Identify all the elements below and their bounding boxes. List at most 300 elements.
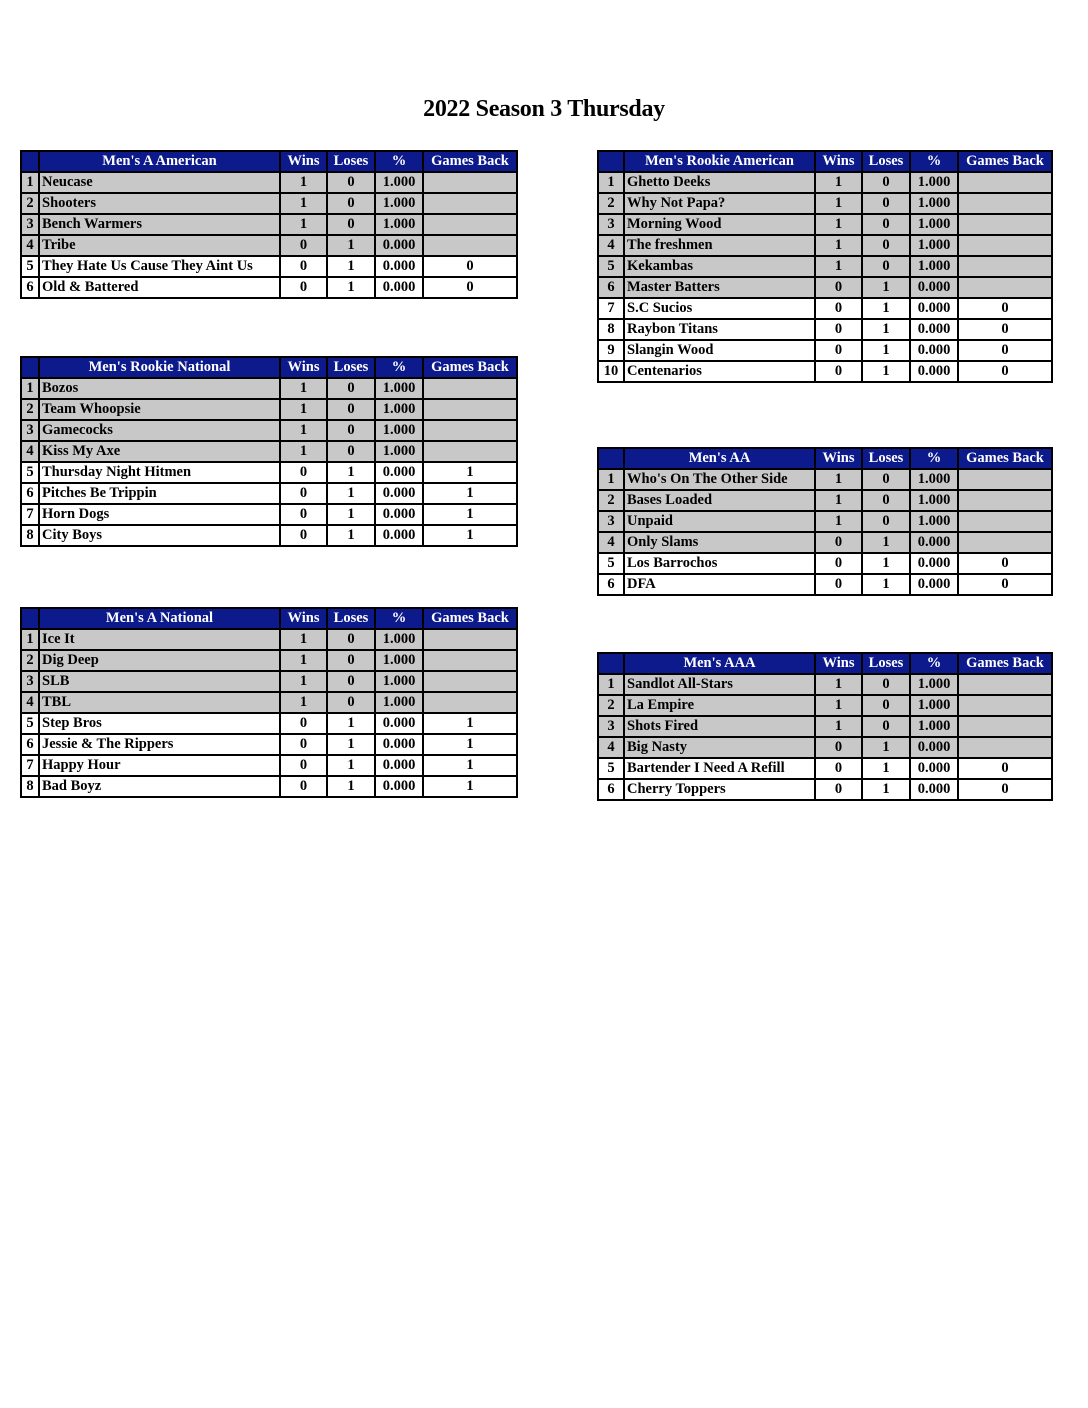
team-games-back xyxy=(958,674,1052,695)
table-row xyxy=(21,671,517,692)
team-pct: 1.000 xyxy=(375,650,423,671)
team-loses: 1 xyxy=(327,504,375,525)
team-wins: 1 xyxy=(280,650,327,671)
team-wins: 0 xyxy=(280,277,327,298)
team-games-back xyxy=(423,193,517,214)
team-loses: 1 xyxy=(862,277,910,298)
team-loses: 1 xyxy=(862,319,910,340)
header-wins: Wins xyxy=(280,608,327,629)
table-row xyxy=(21,629,517,650)
team-rank: 2 xyxy=(21,650,39,671)
team-name: The freshmen xyxy=(624,235,815,256)
table-row xyxy=(598,319,1052,340)
table-header-row xyxy=(598,151,1052,172)
team-games-back: 0 xyxy=(423,277,517,298)
team-games-back xyxy=(958,235,1052,256)
team-rank: 2 xyxy=(21,193,39,214)
team-wins: 1 xyxy=(815,469,862,490)
team-rank: 1 xyxy=(598,674,624,695)
table-row xyxy=(598,737,1052,758)
team-wins: 1 xyxy=(280,214,327,235)
team-wins: 1 xyxy=(280,172,327,193)
team-name: TBL xyxy=(39,692,280,713)
team-games-back xyxy=(958,490,1052,511)
team-pct: 1.000 xyxy=(375,378,423,399)
team-name: Jessie & The Rippers xyxy=(39,734,280,755)
team-loses: 0 xyxy=(327,193,375,214)
team-games-back: 1 xyxy=(423,776,517,797)
team-loses: 1 xyxy=(327,256,375,277)
team-pct: 0.000 xyxy=(375,713,423,734)
header-games-back: Games Back xyxy=(423,608,517,629)
table-row xyxy=(21,734,517,755)
team-rank: 6 xyxy=(21,483,39,504)
team-wins: 1 xyxy=(815,695,862,716)
team-games-back: 0 xyxy=(958,340,1052,361)
team-games-back xyxy=(423,629,517,650)
header-rank-cell xyxy=(21,357,39,378)
header-games-back: Games Back xyxy=(958,151,1052,172)
team-loses: 1 xyxy=(327,462,375,483)
header-pct: % xyxy=(375,151,423,172)
table-row xyxy=(21,277,517,298)
team-name: Thursday Night Hitmen xyxy=(39,462,280,483)
team-wins: 0 xyxy=(280,483,327,504)
team-pct: 0.000 xyxy=(375,734,423,755)
team-rank: 1 xyxy=(598,172,624,193)
team-rank: 5 xyxy=(21,713,39,734)
team-rank: 2 xyxy=(21,399,39,420)
table-row xyxy=(598,172,1052,193)
team-games-back xyxy=(423,399,517,420)
team-wins: 1 xyxy=(815,674,862,695)
team-rank: 10 xyxy=(598,361,624,382)
team-rank: 9 xyxy=(598,340,624,361)
table-row xyxy=(21,256,517,277)
division-name: Men's A National xyxy=(39,608,280,629)
team-wins: 0 xyxy=(815,319,862,340)
team-name: SLB xyxy=(39,671,280,692)
team-pct: 0.000 xyxy=(375,462,423,483)
team-loses: 1 xyxy=(327,277,375,298)
header-games-back: Games Back xyxy=(958,653,1052,674)
team-wins: 0 xyxy=(815,361,862,382)
team-loses: 1 xyxy=(327,755,375,776)
team-rank: 8 xyxy=(21,776,39,797)
team-rank: 3 xyxy=(21,214,39,235)
table-header-row xyxy=(598,653,1052,674)
team-name: Big Nasty xyxy=(624,737,815,758)
header-games-back: Games Back xyxy=(423,357,517,378)
team-loses: 0 xyxy=(862,695,910,716)
team-name: Happy Hour xyxy=(39,755,280,776)
team-loses: 0 xyxy=(327,692,375,713)
team-games-back xyxy=(958,193,1052,214)
team-wins: 1 xyxy=(815,235,862,256)
team-name: Kiss My Axe xyxy=(39,441,280,462)
table-row xyxy=(21,420,517,441)
team-name: DFA xyxy=(624,574,815,595)
team-loses: 1 xyxy=(862,574,910,595)
team-rank: 5 xyxy=(21,256,39,277)
team-rank: 2 xyxy=(598,695,624,716)
team-games-back: 0 xyxy=(958,779,1052,800)
team-games-back xyxy=(958,172,1052,193)
team-name: Step Bros xyxy=(39,713,280,734)
team-pct: 0.000 xyxy=(375,525,423,546)
team-pct: 1.000 xyxy=(375,671,423,692)
team-rank: 6 xyxy=(21,734,39,755)
team-wins: 1 xyxy=(815,511,862,532)
team-wins: 0 xyxy=(815,298,862,319)
team-name: Bases Loaded xyxy=(624,490,815,511)
team-pct: 1.000 xyxy=(910,214,958,235)
team-rank: 4 xyxy=(21,235,39,256)
team-pct: 0.000 xyxy=(910,277,958,298)
team-pct: 0.000 xyxy=(910,319,958,340)
team-name: Pitches Be Trippin xyxy=(39,483,280,504)
team-name: La Empire xyxy=(624,695,815,716)
table-row xyxy=(598,469,1052,490)
team-games-back xyxy=(958,277,1052,298)
team-pct: 0.000 xyxy=(375,235,423,256)
table-row xyxy=(598,214,1052,235)
team-wins: 0 xyxy=(280,776,327,797)
team-games-back: 1 xyxy=(423,462,517,483)
team-rank: 6 xyxy=(21,277,39,298)
team-loses: 0 xyxy=(862,716,910,737)
team-rank: 6 xyxy=(598,779,624,800)
division-name: Men's AA xyxy=(624,448,815,469)
team-pct: 1.000 xyxy=(375,420,423,441)
team-rank: 7 xyxy=(21,504,39,525)
team-loses: 0 xyxy=(327,650,375,671)
team-games-back xyxy=(958,256,1052,277)
header-rank-cell xyxy=(598,653,624,674)
team-wins: 1 xyxy=(280,629,327,650)
header-rank-cell xyxy=(598,448,624,469)
table-row xyxy=(598,256,1052,277)
team-wins: 0 xyxy=(280,235,327,256)
table-header-row xyxy=(21,151,517,172)
team-rank: 1 xyxy=(21,378,39,399)
table-row xyxy=(598,695,1052,716)
table-row xyxy=(598,532,1052,553)
team-pct: 0.000 xyxy=(375,504,423,525)
team-loses: 1 xyxy=(862,553,910,574)
table-row xyxy=(21,650,517,671)
team-games-back: 0 xyxy=(958,298,1052,319)
division-name: Men's Rookie National xyxy=(39,357,280,378)
team-loses: 0 xyxy=(862,511,910,532)
team-games-back: 0 xyxy=(958,319,1052,340)
team-wins: 1 xyxy=(280,420,327,441)
team-rank: 8 xyxy=(21,525,39,546)
team-wins: 0 xyxy=(815,737,862,758)
team-pct: 1.000 xyxy=(375,193,423,214)
team-games-back: 1 xyxy=(423,734,517,755)
team-loses: 0 xyxy=(862,235,910,256)
team-loses: 1 xyxy=(862,779,910,800)
table-row xyxy=(598,340,1052,361)
team-games-back: 0 xyxy=(423,256,517,277)
team-pct: 0.000 xyxy=(910,779,958,800)
standings-table-mens-aaa xyxy=(597,652,1053,801)
table-row xyxy=(21,378,517,399)
team-pct: 0.000 xyxy=(910,758,958,779)
team-name: City Boys xyxy=(39,525,280,546)
header-loses: Loses xyxy=(327,151,375,172)
team-loses: 0 xyxy=(327,172,375,193)
team-loses: 0 xyxy=(327,378,375,399)
team-loses: 1 xyxy=(327,713,375,734)
team-name: They Hate Us Cause They Aint Us xyxy=(39,256,280,277)
team-name: Bad Boyz xyxy=(39,776,280,797)
team-rank: 5 xyxy=(598,256,624,277)
team-name: Bench Warmers xyxy=(39,214,280,235)
team-rank: 3 xyxy=(21,420,39,441)
team-name: Los Barrochos xyxy=(624,553,815,574)
team-rank: 4 xyxy=(21,692,39,713)
team-wins: 1 xyxy=(280,193,327,214)
standings-table-mens-rookie-national xyxy=(20,356,518,547)
team-name: Kekambas xyxy=(624,256,815,277)
team-pct: 0.000 xyxy=(375,256,423,277)
team-pct: 1.000 xyxy=(375,441,423,462)
team-games-back xyxy=(958,469,1052,490)
team-name: Gamecocks xyxy=(39,420,280,441)
team-rank: 1 xyxy=(21,629,39,650)
table-row xyxy=(21,214,517,235)
team-games-back xyxy=(423,235,517,256)
team-rank: 2 xyxy=(598,193,624,214)
team-name: Morning Wood xyxy=(624,214,815,235)
team-loses: 1 xyxy=(862,298,910,319)
team-loses: 0 xyxy=(862,674,910,695)
team-rank: 4 xyxy=(598,235,624,256)
team-loses: 0 xyxy=(327,214,375,235)
team-pct: 0.000 xyxy=(910,532,958,553)
team-games-back xyxy=(958,716,1052,737)
team-loses: 0 xyxy=(862,469,910,490)
division-name: Men's AAA xyxy=(624,653,815,674)
team-games-back xyxy=(958,737,1052,758)
header-pct: % xyxy=(375,608,423,629)
team-pct: 0.000 xyxy=(375,277,423,298)
team-name: Horn Dogs xyxy=(39,504,280,525)
team-games-back xyxy=(423,441,517,462)
team-name: Dig Deep xyxy=(39,650,280,671)
team-pct: 1.000 xyxy=(910,469,958,490)
team-name: Cherry Toppers xyxy=(624,779,815,800)
team-rank: 4 xyxy=(598,532,624,553)
table-row xyxy=(21,483,517,504)
team-loses: 1 xyxy=(327,483,375,504)
team-games-back: 1 xyxy=(423,713,517,734)
header-loses: Loses xyxy=(862,448,910,469)
team-games-back xyxy=(423,214,517,235)
team-games-back: 0 xyxy=(958,361,1052,382)
header-pct: % xyxy=(910,151,958,172)
header-wins: Wins xyxy=(815,151,862,172)
team-wins: 1 xyxy=(280,378,327,399)
header-games-back: Games Back xyxy=(423,151,517,172)
table-header-row xyxy=(598,448,1052,469)
team-wins: 1 xyxy=(815,193,862,214)
table-row xyxy=(598,553,1052,574)
team-loses: 0 xyxy=(862,214,910,235)
table-row xyxy=(21,692,517,713)
team-games-back xyxy=(958,532,1052,553)
table-row xyxy=(21,755,517,776)
team-pct: 0.000 xyxy=(375,755,423,776)
team-pct: 0.000 xyxy=(910,361,958,382)
team-games-back xyxy=(423,650,517,671)
team-wins: 0 xyxy=(815,277,862,298)
standings-table-mens-aa xyxy=(597,447,1053,596)
header-games-back: Games Back xyxy=(958,448,1052,469)
header-rank-cell xyxy=(21,151,39,172)
team-loses: 0 xyxy=(327,420,375,441)
table-header-row xyxy=(21,357,517,378)
team-name: Sandlot All-Stars xyxy=(624,674,815,695)
table-row xyxy=(21,193,517,214)
team-wins: 1 xyxy=(815,172,862,193)
team-wins: 0 xyxy=(815,532,862,553)
header-wins: Wins xyxy=(815,653,862,674)
team-loses: 0 xyxy=(327,671,375,692)
table-row xyxy=(598,277,1052,298)
team-games-back xyxy=(423,172,517,193)
team-name: Shots Fired xyxy=(624,716,815,737)
table-row xyxy=(598,511,1052,532)
team-pct: 0.000 xyxy=(910,553,958,574)
team-wins: 0 xyxy=(280,734,327,755)
team-wins: 0 xyxy=(280,755,327,776)
team-games-back xyxy=(423,671,517,692)
team-pct: 1.000 xyxy=(910,193,958,214)
team-wins: 1 xyxy=(280,441,327,462)
team-wins: 1 xyxy=(280,399,327,420)
team-rank: 7 xyxy=(21,755,39,776)
division-name: Men's Rookie American xyxy=(624,151,815,172)
standings-table-mens-a-american xyxy=(20,150,518,299)
team-pct: 1.000 xyxy=(375,692,423,713)
team-games-back xyxy=(958,511,1052,532)
table-row xyxy=(21,462,517,483)
team-rank: 3 xyxy=(21,671,39,692)
team-loses: 1 xyxy=(862,758,910,779)
team-wins: 1 xyxy=(815,256,862,277)
team-rank: 5 xyxy=(21,462,39,483)
header-pct: % xyxy=(375,357,423,378)
team-name: Slangin Wood xyxy=(624,340,815,361)
team-rank: 1 xyxy=(598,469,624,490)
team-name: Ghetto Deeks xyxy=(624,172,815,193)
team-pct: 0.000 xyxy=(910,737,958,758)
team-games-back xyxy=(958,695,1052,716)
team-pct: 1.000 xyxy=(910,490,958,511)
team-pct: 1.000 xyxy=(910,674,958,695)
standings-table-mens-a-national xyxy=(20,607,518,798)
team-rank: 3 xyxy=(598,214,624,235)
team-wins: 0 xyxy=(280,525,327,546)
team-loses: 1 xyxy=(862,361,910,382)
team-pct: 0.000 xyxy=(375,776,423,797)
team-rank: 6 xyxy=(598,574,624,595)
team-games-back: 0 xyxy=(958,758,1052,779)
team-wins: 1 xyxy=(815,716,862,737)
team-wins: 0 xyxy=(815,574,862,595)
team-loses: 1 xyxy=(327,235,375,256)
division-name: Men's A American xyxy=(39,151,280,172)
header-loses: Loses xyxy=(862,653,910,674)
team-loses: 1 xyxy=(327,734,375,755)
table-row xyxy=(598,193,1052,214)
team-wins: 0 xyxy=(815,779,862,800)
team-games-back xyxy=(423,378,517,399)
table-row xyxy=(21,776,517,797)
team-name: Raybon Titans xyxy=(624,319,815,340)
table-row xyxy=(21,441,517,462)
team-pct: 1.000 xyxy=(910,716,958,737)
team-loses: 1 xyxy=(327,776,375,797)
team-pct: 0.000 xyxy=(910,298,958,319)
team-loses: 0 xyxy=(862,490,910,511)
team-games-back xyxy=(958,214,1052,235)
team-pct: 0.000 xyxy=(910,574,958,595)
team-loses: 0 xyxy=(327,399,375,420)
table-row xyxy=(598,490,1052,511)
table-row xyxy=(598,779,1052,800)
header-loses: Loses xyxy=(862,151,910,172)
team-games-back xyxy=(423,692,517,713)
team-name: Master Batters xyxy=(624,277,815,298)
team-loses: 0 xyxy=(862,193,910,214)
team-loses: 0 xyxy=(862,172,910,193)
team-pct: 1.000 xyxy=(375,172,423,193)
team-rank: 6 xyxy=(598,277,624,298)
team-wins: 1 xyxy=(280,692,327,713)
team-wins: 1 xyxy=(815,490,862,511)
team-wins: 0 xyxy=(280,256,327,277)
table-row xyxy=(598,298,1052,319)
team-games-back: 1 xyxy=(423,483,517,504)
team-rank: 4 xyxy=(21,441,39,462)
team-wins: 0 xyxy=(280,713,327,734)
team-rank: 2 xyxy=(598,490,624,511)
header-loses: Loses xyxy=(327,357,375,378)
team-loses: 0 xyxy=(327,441,375,462)
team-games-back xyxy=(423,420,517,441)
team-loses: 1 xyxy=(327,525,375,546)
table-row xyxy=(598,235,1052,256)
table-row xyxy=(21,172,517,193)
team-games-back: 1 xyxy=(423,755,517,776)
team-games-back: 1 xyxy=(423,525,517,546)
team-name: Tribe xyxy=(39,235,280,256)
team-rank: 5 xyxy=(598,758,624,779)
team-games-back: 0 xyxy=(958,574,1052,595)
team-rank: 8 xyxy=(598,319,624,340)
header-pct: % xyxy=(910,448,958,469)
standings-table-mens-rookie-american xyxy=(597,150,1053,383)
team-rank: 7 xyxy=(598,298,624,319)
table-row xyxy=(598,574,1052,595)
team-name: Bozos xyxy=(39,378,280,399)
team-pct: 1.000 xyxy=(375,629,423,650)
team-rank: 4 xyxy=(598,737,624,758)
